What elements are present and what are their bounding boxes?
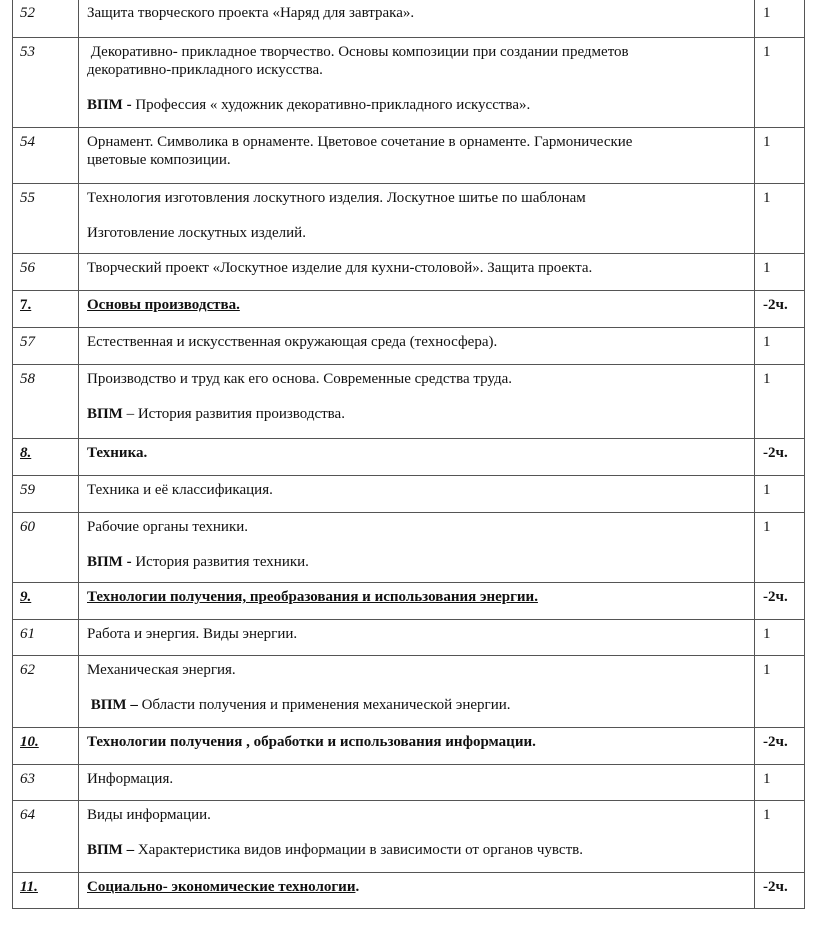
lesson-hours: 1 — [755, 128, 805, 184]
topic-text: декоративно-прикладного искусства. — [87, 62, 323, 78]
table-row — [13, 656, 805, 728]
lesson-hours: 1 — [755, 656, 805, 728]
section-number: 7. — [13, 291, 79, 328]
section-row — [13, 291, 805, 328]
vpm-label: ВПМ – — [87, 697, 138, 713]
section-title: Техника. — [79, 439, 755, 476]
lesson-topic — [79, 365, 755, 439]
vpm-note — [87, 553, 746, 571]
lesson-hours: 1 — [755, 365, 805, 439]
topic-text: Механическая энергия. — [87, 662, 236, 678]
lesson-number: 59 — [13, 476, 79, 513]
section-number: 8. — [13, 439, 79, 476]
lesson-hours: 1 — [755, 0, 805, 38]
vpm-label: ВПМ — [87, 406, 123, 422]
lesson-topic — [79, 38, 755, 128]
lesson-hours: 1 — [755, 328, 805, 365]
topic-text: Изготовление лоскутных изделий. — [87, 225, 306, 241]
lesson-topic — [79, 254, 755, 291]
lesson-topic — [79, 128, 755, 184]
section-title: Технологии получения , обработки и использования информации. — [79, 728, 755, 765]
section-row — [13, 583, 805, 620]
lesson-number: 55 — [13, 184, 79, 254]
topic-text: цветовые композиции. — [87, 152, 231, 168]
table-row — [13, 365, 805, 439]
vpm-note — [87, 96, 746, 114]
section-row — [13, 728, 805, 765]
section-hours: -2ч. — [755, 439, 805, 476]
section-number: 9. — [13, 583, 79, 620]
vpm-label: ВПМ - — [87, 554, 132, 570]
lesson-hours: 1 — [755, 184, 805, 254]
section-row — [13, 439, 805, 476]
topic-text: Орнамент. Символика в орнаменте. Цветовое сочетание в орнаменте. Гармонические — [87, 134, 633, 150]
vpm-text: Профессия « художник декоративно-прикладного искусства». — [131, 97, 531, 113]
lesson-topic — [79, 765, 755, 801]
lesson-hours: 1 — [755, 765, 805, 801]
topic-text: Декоративно- прикладное творчество. Основы композиции при создании предметов — [87, 44, 629, 60]
lesson-number: 54 — [13, 128, 79, 184]
section-title: Основы производства. — [79, 291, 755, 328]
section-title: Технологии получения, преобразования и использования энергии. — [79, 583, 755, 620]
lesson-number: 64 — [13, 801, 79, 873]
table-row — [13, 128, 805, 184]
section-hours: -2ч. — [755, 291, 805, 328]
topic-text: Технология изготовления лоскутного изделия. Лоскутное шитье по шаблонам — [87, 190, 586, 206]
lesson-topic — [79, 656, 755, 728]
table-row — [13, 38, 805, 128]
vpm-note — [87, 696, 746, 714]
section-number: 11. — [13, 873, 79, 909]
topic-text: Рабочие органы техники. — [87, 519, 249, 535]
table-row — [13, 184, 805, 254]
table-row — [13, 513, 805, 583]
lesson-topic — [79, 476, 755, 513]
topic-text: Творческий проект «Лоскутное изделие для кухни-столовой». Защита проекта. — [87, 260, 593, 276]
lesson-number: 58 — [13, 365, 79, 439]
table-row — [13, 620, 805, 656]
section-row — [13, 873, 805, 909]
topic-text: Работа и энергия. Виды энергии. — [87, 626, 298, 642]
table-row — [13, 0, 805, 38]
table-row — [13, 254, 805, 291]
lesson-number: 57 — [13, 328, 79, 365]
vpm-note — [87, 405, 746, 423]
topic-text: Виды информации. — [87, 807, 211, 823]
lesson-number: 62 — [13, 656, 79, 728]
lesson-hours: 1 — [755, 38, 805, 128]
topic-text: Техника и её классификация. — [87, 482, 273, 498]
vpm-text: История развития техники. — [131, 554, 309, 570]
section-title: Социально- экономические технологии. — [79, 873, 755, 909]
lesson-hours: 1 — [755, 620, 805, 656]
document-page — [12, 0, 804, 909]
lesson-topic — [79, 184, 755, 254]
vpm-label: ВПМ - — [87, 97, 132, 113]
lesson-topic — [79, 801, 755, 873]
lesson-topic — [79, 620, 755, 656]
section-hours: -2ч. — [755, 873, 805, 909]
lesson-topic — [79, 513, 755, 583]
lesson-plan-table — [12, 0, 805, 909]
lesson-topic — [79, 328, 755, 365]
section-hours: -2ч. — [755, 728, 805, 765]
lesson-hours: 1 — [755, 476, 805, 513]
section-hours: -2ч. — [755, 583, 805, 620]
table-row — [13, 765, 805, 801]
table-row — [13, 328, 805, 365]
lesson-hours: 1 — [755, 513, 805, 583]
vpm-text: Области получения и применения механической энергии. — [137, 697, 511, 713]
topic-text: Информация. — [87, 771, 174, 787]
section-number: 10. — [13, 728, 79, 765]
lesson-number: 63 — [13, 765, 79, 801]
lesson-number: 60 — [13, 513, 79, 583]
vpm-note — [87, 841, 746, 859]
lesson-number: 52 — [13, 0, 79, 38]
vpm-text: Характеристика видов информации в зависимости от органов чувств. — [134, 842, 583, 858]
vpm-label: ВПМ – — [87, 842, 135, 858]
topic-text: Производство и труд как его основа. Современные средства труда. — [87, 371, 513, 387]
lesson-hours: 1 — [755, 801, 805, 873]
vpm-text: – История развития производства. — [122, 406, 345, 422]
lesson-number: 53 — [13, 38, 79, 128]
lesson-hours: 1 — [755, 254, 805, 291]
table-row — [13, 476, 805, 513]
topic-text: Защита творческого проекта «Наряд для завтрака». — [87, 5, 415, 21]
lesson-number: 61 — [13, 620, 79, 656]
lesson-number: 56 — [13, 254, 79, 291]
lesson-topic — [79, 0, 755, 38]
topic-text: Естественная и искусственная окружающая среда (техносфера). — [87, 334, 498, 350]
table-row — [13, 801, 805, 873]
